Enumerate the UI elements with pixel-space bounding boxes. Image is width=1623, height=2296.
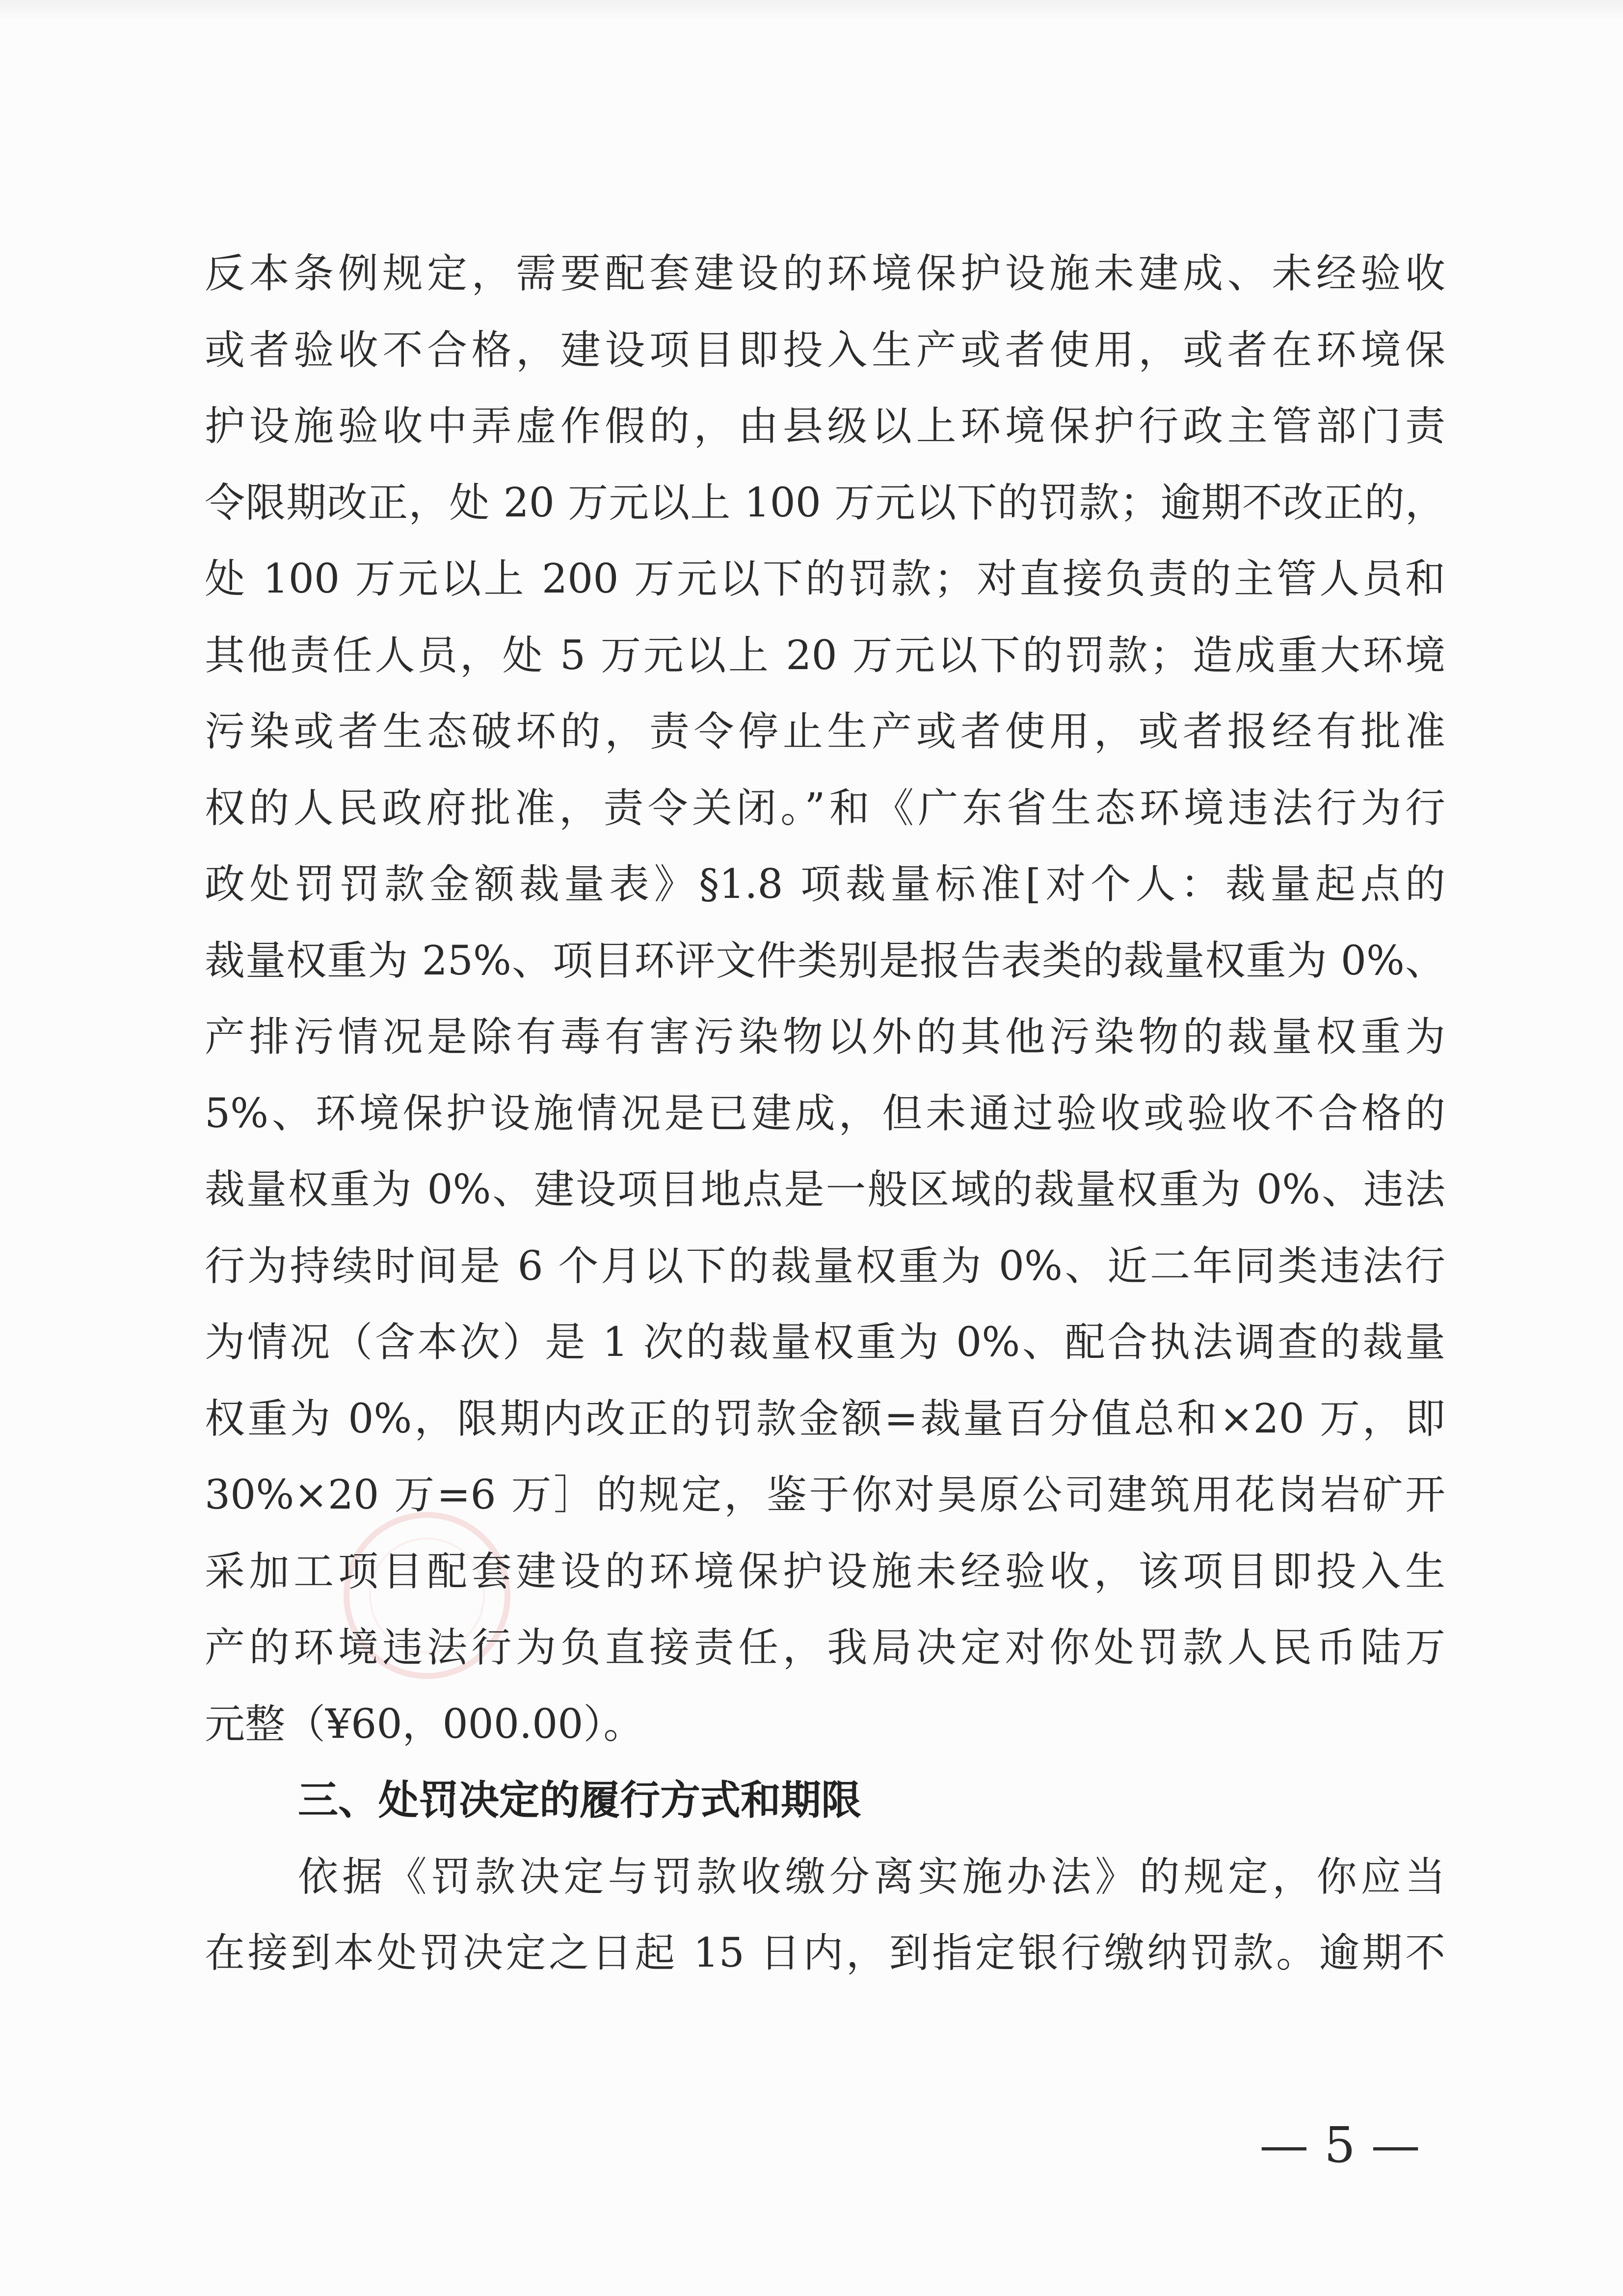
text-line: 其他责任人员，处 5 万元以上 20 万元以下的罚款；造成重大环境 bbox=[205, 632, 1445, 679]
text-line: 处 100 万元以上 200 万元以下的罚款；对直接负责的主管人员和 bbox=[205, 556, 1445, 602]
text-line: 30%×20 万=6 万］的规定，鉴于你对昊原公司建筑用花岗岩矿开 bbox=[205, 1472, 1445, 1518]
text-line: 行为持续时间是 6 个月以下的裁量权重为 0%、近二年同类违法行 bbox=[205, 1243, 1445, 1290]
section-heading: 三、处罚决定的履行方式和期限 bbox=[298, 1777, 862, 1824]
text-line: 为情况（含本次）是 1 次的裁量权重为 0%、配合执法调查的裁量 bbox=[205, 1319, 1445, 1366]
text-line: 令限期改正，处 20 万元以上 100 万元以下的罚款；逾期不改正的， bbox=[205, 479, 1445, 526]
text-line: 反本条例规定，需要配套建设的环境保护设施未建成、未经验收 bbox=[205, 250, 1445, 297]
text-line: 裁量权重为 25%、项目环评文件类别是报告表类的裁量权重为 0%、 bbox=[205, 937, 1445, 984]
text-line: 产排污情况是除有毒有害污染物以外的其他污染物的裁量权重为 bbox=[205, 1014, 1445, 1060]
text-line: 权的人民政府批准，责令关闭。”和《广东省生态环境违法行为行 bbox=[205, 784, 1445, 832]
text-line-paragraph-end: 元整（¥60，000.00）。 bbox=[205, 1701, 644, 1748]
document-body bbox=[205, 236, 1445, 1992]
text-line: 或者验收不合格，建设项目即投入生产或者使用，或者在环境保 bbox=[205, 326, 1445, 374]
text-line: 权重为 0%，限期内改正的罚款金额=裁量百分值总和×20 万，即 bbox=[205, 1395, 1445, 1442]
text-line: 护设施验收中弄虚作假的，由县级以上环境保护行政主管部门责 bbox=[205, 403, 1445, 450]
page-number: — 5 — bbox=[1259, 2116, 1420, 2174]
text-line: 裁量权重为 0%、建设项目地点是一般区域的裁量权重为 0%、违法 bbox=[205, 1166, 1445, 1213]
text-line: 在接到本处罚决定之日起 15 日内，到指定银行缴纳罚款。逾期不 bbox=[205, 1930, 1445, 1976]
text-line: 采加工项目配套建设的环境保护设施未经验收，该项目即投入生 bbox=[205, 1548, 1445, 1595]
text-line: 污染或者生态破坏的，责令停止生产或者使用，或者报经有批准 bbox=[205, 708, 1445, 755]
text-line: 产的环境违法行为负直接责任，我局决定对你处罚款人民币陆万 bbox=[205, 1624, 1445, 1671]
text-line-paragraph-start: 依据《罚款决定与罚款收缴分离实施办法》的规定，你应当 bbox=[298, 1853, 1445, 1900]
text-line: 5%、环境保护设施情况是已建成，但未通过验收或验收不合格的 bbox=[205, 1090, 1445, 1137]
text-line: 政处罚罚款金额裁量表》§1.8 项裁量标准[对个人：裁量起点的 bbox=[205, 861, 1445, 908]
